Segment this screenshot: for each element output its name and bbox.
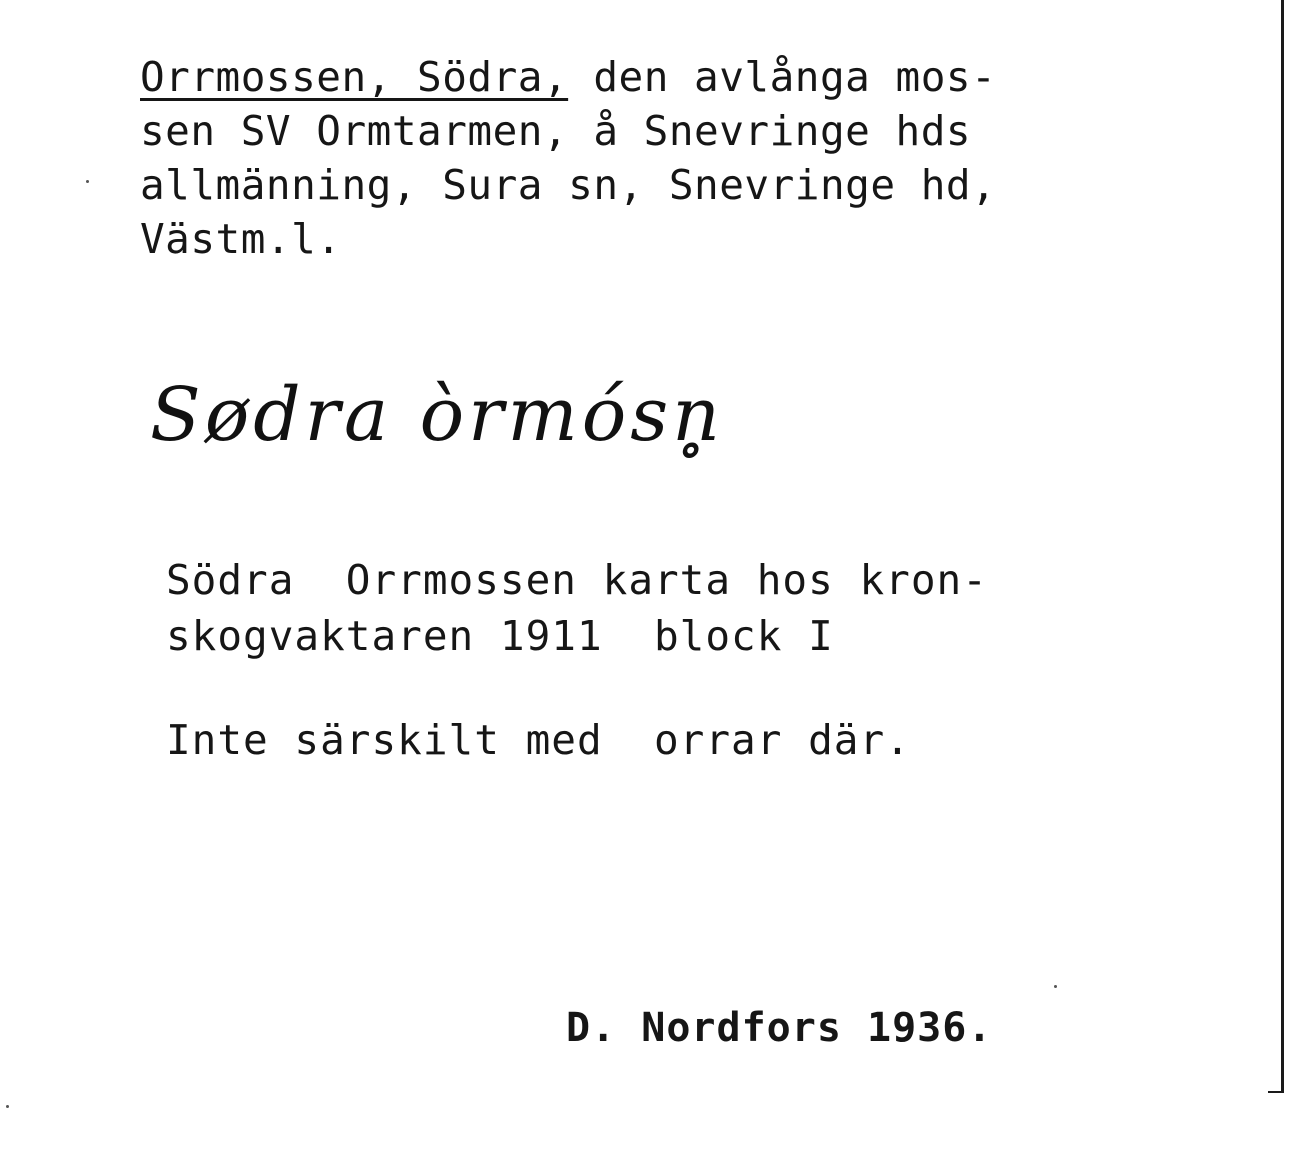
place-name: Orrmossen, Södra, bbox=[140, 53, 569, 101]
handwritten-pronunciation: Sødra òrmósn̥ bbox=[150, 372, 724, 458]
description-line-1: den avlånga mos- bbox=[568, 53, 997, 101]
map-note bbox=[166, 552, 988, 664]
scan-speck bbox=[86, 180, 89, 183]
map-note-line-1: Södra Orrmossen karta hos kron- bbox=[166, 556, 988, 604]
description-line-4: Västm.l. bbox=[140, 215, 342, 263]
signature: D. Nordfors 1936. bbox=[566, 1005, 993, 1051]
description-line-2: sen SV Ormtarmen, å Snevringe hds bbox=[140, 107, 972, 155]
card-bottom-edge bbox=[1268, 1091, 1284, 1093]
scan-speck bbox=[1054, 985, 1057, 988]
map-note-line-2: skogvaktaren 1911 block I bbox=[166, 612, 834, 660]
remark: Inte särskilt med orrar där. bbox=[166, 716, 911, 764]
place-description bbox=[140, 50, 996, 266]
scan-speck bbox=[6, 1105, 9, 1108]
description-line-3: allmänning, Sura sn, Snevringe hd, bbox=[140, 161, 997, 209]
card-right-edge bbox=[1281, 0, 1284, 1093]
